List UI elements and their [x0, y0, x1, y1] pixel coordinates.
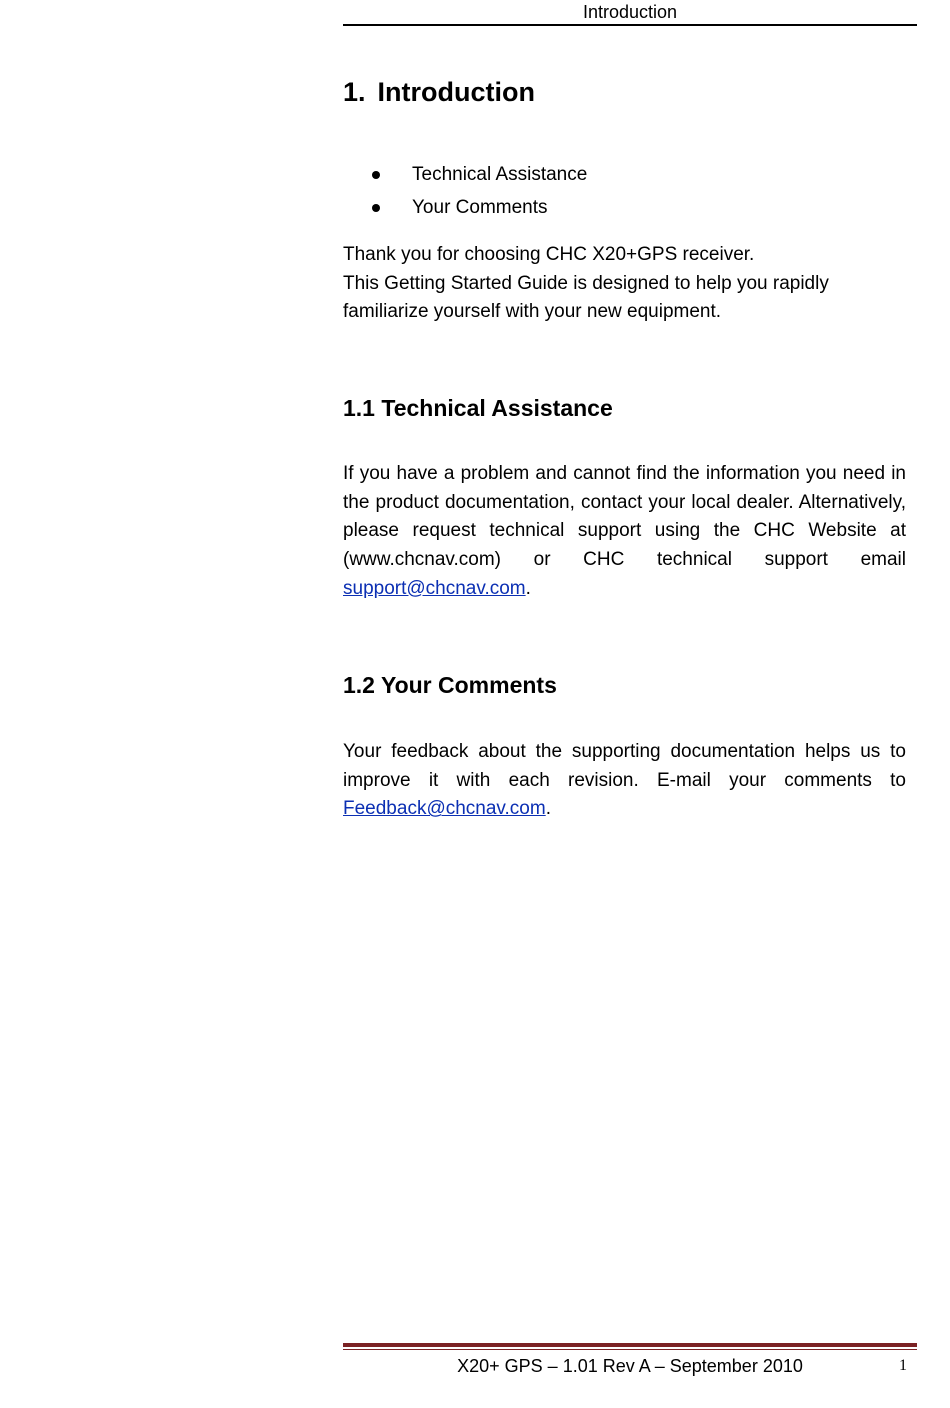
footer-rule — [343, 1343, 917, 1352]
chapter-title-text: Introduction — [377, 77, 535, 107]
chapter-contents-list — [343, 158, 587, 224]
chapter-title — [343, 74, 535, 110]
intro-line-1: Thank you for choosing CHC X20+GPS receiver. — [343, 244, 755, 265]
bullet-icon — [372, 204, 380, 212]
feedback-email-link[interactable]: Feedback@chcnav.com — [343, 798, 546, 820]
list-item: Your Comments — [343, 191, 587, 224]
technical-assistance-paragraph: If you have a problem and cannot find the information you need in the product documentation, contact your local dealer. Alternatively, please request technical support using the CHC Website at (www.chcnav.com) or CHC technical support email support@chcnav.com. — [343, 463, 906, 599]
header-rule — [343, 24, 917, 26]
footer-doc-info: X20+ GPS – 1.01 Rev A – September 2010 — [457, 1356, 803, 1376]
your-comments-text: Your feedback about the supporting documentation helps us to improve it with each revision. E-mail your comments to — [343, 741, 906, 791]
intro-line-2: This Getting Started Guide is designed to help you rapidly familiarize yourself with your new equipment. — [343, 272, 829, 323]
section-heading-technical-assistance: 1.1 Technical Assistance — [343, 395, 613, 421]
technical-assistance-text: If you have a problem and cannot find the information you need in the product documentation, contact your local dealer. Alternatively, please request technical support using the CHC Website at (www.chcnav.com) or CHC technical support email — [343, 463, 906, 571]
your-comments-paragraph: Your feedback about the supporting documentation helps us to improve it with each revision. E-mail your comments to Feedback@chcnav.com. — [343, 741, 906, 820]
page-number: 1 — [899, 1357, 907, 1374]
list-item: Technical Assistance — [343, 158, 587, 191]
bullet-icon — [372, 171, 380, 179]
intro-paragraph — [343, 241, 906, 327]
chapter-number: 1. — [343, 77, 366, 107]
running-header: Introduction — [582, 2, 678, 22]
support-email-link[interactable]: support@chcnav.com — [343, 577, 526, 599]
section-heading-your-comments: 1.2 Your Comments — [343, 672, 557, 698]
